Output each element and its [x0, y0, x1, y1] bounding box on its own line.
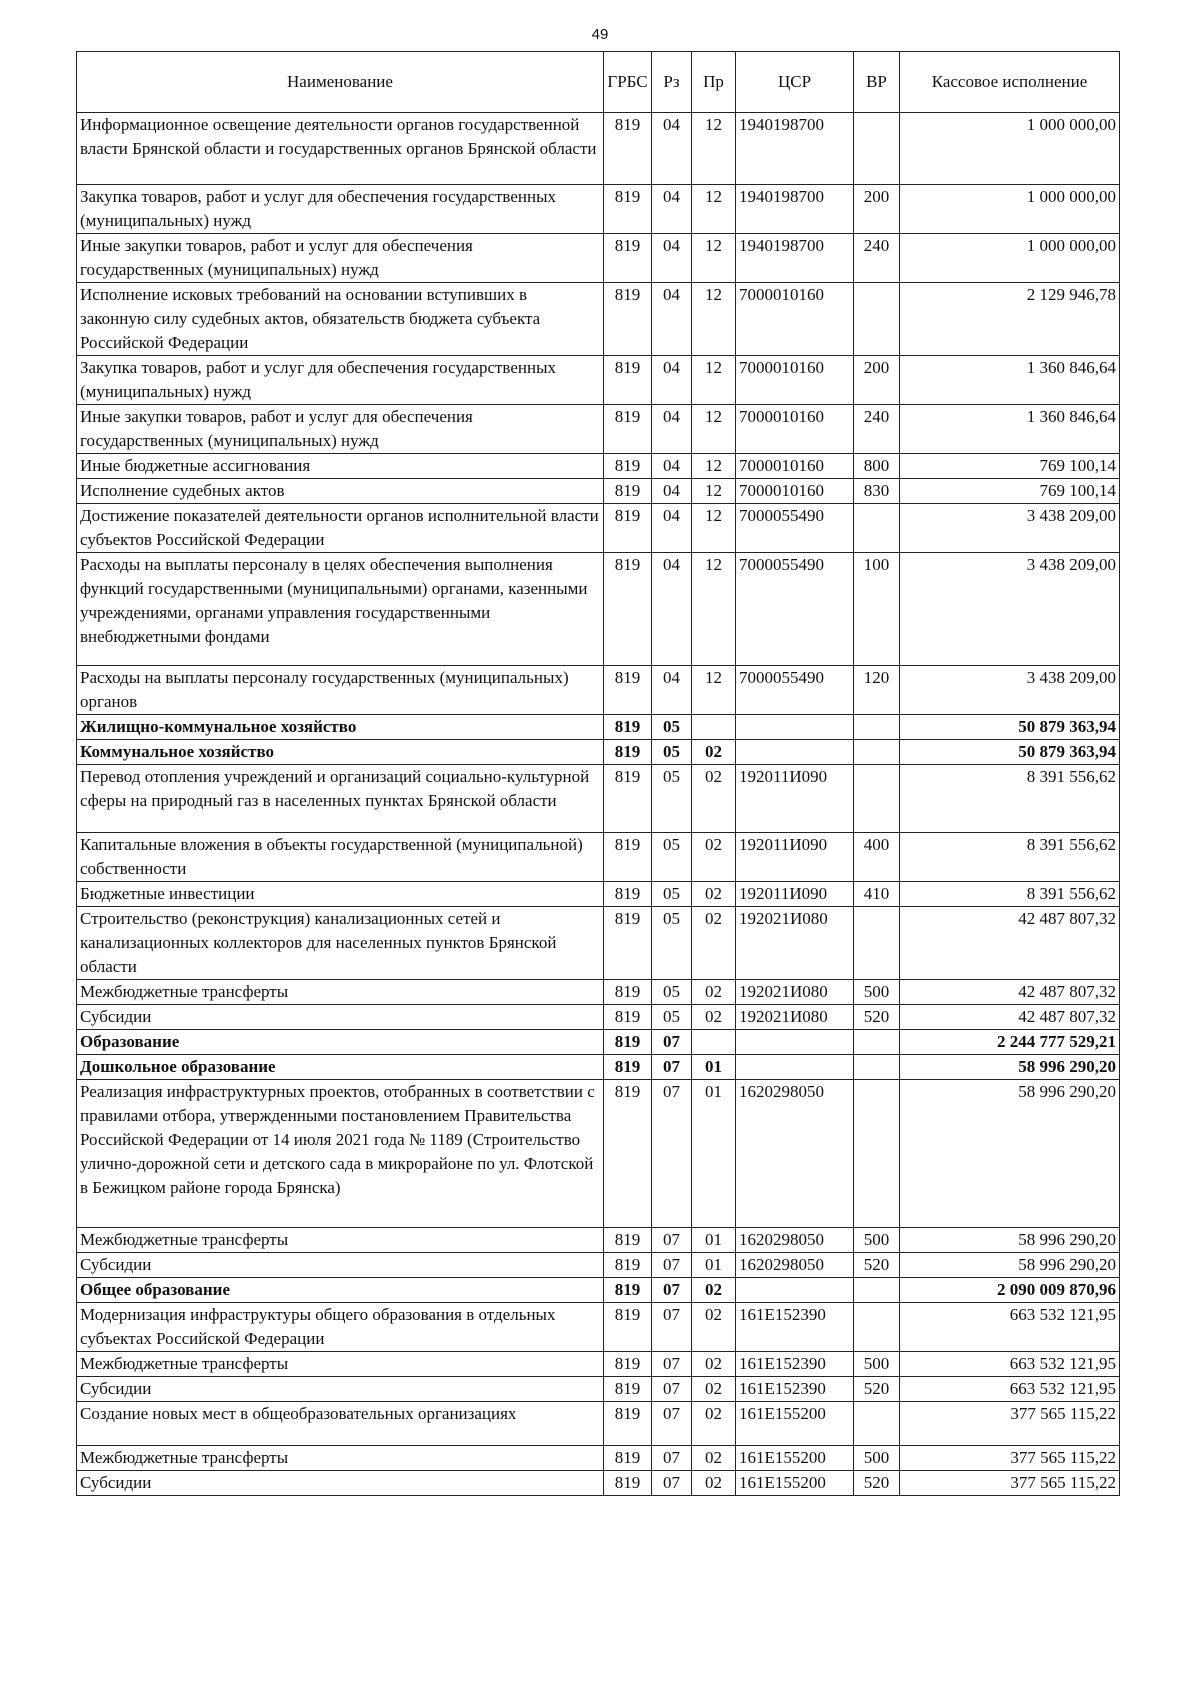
cell-grbs: 819: [604, 1303, 652, 1352]
cell-pr: 01: [692, 1228, 736, 1253]
cell-vr: [854, 504, 900, 553]
cell-vr: 410: [854, 882, 900, 907]
cell-csr: 1620298050: [736, 1080, 854, 1228]
cell-pr: 02: [692, 1377, 736, 1402]
cell-name: Капитальные вложения в объекты государственной (муниципальной) собственности: [77, 833, 604, 882]
cell-amount: 42 487 807,32: [900, 1005, 1120, 1030]
table-section-row: [77, 740, 1120, 765]
page-number: 49: [591, 26, 609, 43]
cell-rz: 05: [652, 1005, 692, 1030]
cell-csr: 1620298050: [736, 1228, 854, 1253]
cell-csr: 1940198700: [736, 185, 854, 234]
cell-rz: 04: [652, 234, 692, 283]
cell-rz: 07: [652, 1253, 692, 1278]
table-row: [77, 113, 1120, 185]
table-row: [77, 454, 1120, 479]
cell-name: Реализация инфраструктурных проектов, отобранных в соответствии с правилами отбора, утвержденными постановлением Правительства Российской Федерации от 14 июля 2021 года № 1189 (Строительство улично-дорожной сети и детского сада в микрорайоне по ул. Флотской в Бежицком районе города Брянска): [77, 1080, 604, 1228]
table-row: [77, 907, 1120, 980]
cell-amount: 663 532 121,95: [900, 1352, 1120, 1377]
cell-pr: 12: [692, 113, 736, 185]
cell-rz: 04: [652, 113, 692, 185]
header-amount: Кассовое исполнение: [900, 52, 1120, 113]
cell-name: Закупка товаров, работ и услуг для обеспечения государственных (муниципальных) нужд: [77, 185, 604, 234]
cell-grbs: 819: [604, 1402, 652, 1446]
cell-name: Иные закупки товаров, работ и услуг для обеспечения государственных (муниципальных) нужд: [77, 234, 604, 283]
cell-vr: [854, 907, 900, 980]
cell-csr: [736, 1278, 854, 1303]
table-row: [77, 234, 1120, 283]
cell-pr: 12: [692, 185, 736, 234]
cell-grbs: 819: [604, 1228, 652, 1253]
table-row: [77, 1471, 1120, 1496]
cell-vr: 520: [854, 1471, 900, 1496]
cell-name: Субсидии: [77, 1377, 604, 1402]
cell-csr: 192021И080: [736, 1005, 854, 1030]
cell-csr: [736, 715, 854, 740]
cell-pr: 01: [692, 1055, 736, 1080]
table-body: [77, 113, 1120, 1496]
table-row: [77, 185, 1120, 234]
cell-name: Исполнение судебных актов: [77, 479, 604, 504]
cell-rz: 04: [652, 479, 692, 504]
cell-name: Иные закупки товаров, работ и услуг для обеспечения государственных (муниципальных) нужд: [77, 405, 604, 454]
cell-grbs: 819: [604, 666, 652, 715]
cell-rz: 07: [652, 1402, 692, 1446]
cell-csr: 7000055490: [736, 553, 854, 666]
cell-vr: [854, 765, 900, 833]
cell-grbs: 819: [604, 1377, 652, 1402]
cell-pr: 02: [692, 1005, 736, 1030]
cell-csr: 161E152390: [736, 1377, 854, 1402]
cell-amount: 58 996 290,20: [900, 1228, 1120, 1253]
cell-csr: 7000010160: [736, 454, 854, 479]
cell-name: Создание новых мест в общеобразовательных организациях: [77, 1402, 604, 1446]
cell-pr: 02: [692, 833, 736, 882]
header-rz: Рз: [652, 52, 692, 113]
cell-csr: 161E155200: [736, 1471, 854, 1496]
cell-grbs: 819: [604, 1253, 652, 1278]
cell-pr: 01: [692, 1253, 736, 1278]
cell-csr: 161E152390: [736, 1352, 854, 1377]
cell-csr: 1940198700: [736, 234, 854, 283]
cell-rz: 07: [652, 1278, 692, 1303]
cell-vr: 100: [854, 553, 900, 666]
cell-rz: 07: [652, 1080, 692, 1228]
table-row: [77, 882, 1120, 907]
cell-pr: 02: [692, 765, 736, 833]
cell-name: Информационное освещение деятельности органов государственной власти Брянской области и государственных органов Брянской области: [77, 113, 604, 185]
cell-vr: 800: [854, 454, 900, 479]
cell-vr: 200: [854, 185, 900, 234]
cell-name: Исполнение исковых требований на основании вступивших в законную силу судебных актов, обязательств бюджета субъекта Российской Федерации: [77, 283, 604, 356]
cell-name: Коммунальное хозяйство: [77, 740, 604, 765]
table-row: [77, 666, 1120, 715]
table-row: [77, 504, 1120, 553]
cell-name: Закупка товаров, работ и услуг для обеспечения государственных (муниципальных) нужд: [77, 356, 604, 405]
table-row: [77, 1080, 1120, 1228]
cell-name: Субсидии: [77, 1253, 604, 1278]
cell-amount: 3 438 209,00: [900, 666, 1120, 715]
cell-pr: 12: [692, 454, 736, 479]
cell-csr: [736, 1030, 854, 1055]
table-row: [77, 1446, 1120, 1471]
cell-vr: 200: [854, 356, 900, 405]
cell-vr: [854, 715, 900, 740]
cell-vr: 500: [854, 980, 900, 1005]
header-grbs: ГРБС: [604, 52, 652, 113]
cell-csr: 161E152390: [736, 1303, 854, 1352]
cell-rz: 07: [652, 1377, 692, 1402]
cell-pr: 12: [692, 666, 736, 715]
cell-pr: 02: [692, 907, 736, 980]
cell-amount: 58 996 290,20: [900, 1080, 1120, 1228]
cell-name: Межбюджетные трансферты: [77, 1352, 604, 1377]
cell-amount: 58 996 290,20: [900, 1055, 1120, 1080]
cell-pr: 12: [692, 283, 736, 356]
table-section-row: [77, 1030, 1120, 1055]
cell-pr: 02: [692, 1471, 736, 1496]
table-row: [77, 1005, 1120, 1030]
cell-amount: 8 391 556,62: [900, 882, 1120, 907]
table-row: [77, 1303, 1120, 1352]
cell-grbs: 819: [604, 283, 652, 356]
cell-name: Межбюджетные трансферты: [77, 1446, 604, 1471]
cell-grbs: 819: [604, 882, 652, 907]
cell-grbs: 819: [604, 504, 652, 553]
table-section-row: [77, 1278, 1120, 1303]
cell-rz: 04: [652, 356, 692, 405]
cell-grbs: 819: [604, 1471, 652, 1496]
table-row: [77, 356, 1120, 405]
cell-csr: 7000010160: [736, 405, 854, 454]
cell-grbs: 819: [604, 234, 652, 283]
cell-amount: 3 438 209,00: [900, 553, 1120, 666]
cell-grbs: 819: [604, 1055, 652, 1080]
cell-rz: 07: [652, 1471, 692, 1496]
cell-vr: [854, 1030, 900, 1055]
cell-csr: 192021И080: [736, 907, 854, 980]
cell-amount: 377 565 115,22: [900, 1471, 1120, 1496]
table-row: [77, 1253, 1120, 1278]
cell-amount: 50 879 363,94: [900, 715, 1120, 740]
cell-pr: 02: [692, 882, 736, 907]
cell-rz: 04: [652, 283, 692, 356]
cell-rz: 05: [652, 715, 692, 740]
cell-name: Перевод отопления учреждений и организаций социально-культурной сферы на природный газ в населенных пунктах Брянской области: [77, 765, 604, 833]
cell-name: Иные бюджетные ассигнования: [77, 454, 604, 479]
table-row: [77, 1228, 1120, 1253]
cell-grbs: 819: [604, 1030, 652, 1055]
cell-amount: 42 487 807,32: [900, 907, 1120, 980]
cell-vr: [854, 1278, 900, 1303]
cell-amount: 2 129 946,78: [900, 283, 1120, 356]
cell-amount: 50 879 363,94: [900, 740, 1120, 765]
cell-name: Достижение показателей деятельности органов исполнительной власти субъектов Российской Федерации: [77, 504, 604, 553]
cell-grbs: 819: [604, 405, 652, 454]
table-section-row: [77, 715, 1120, 740]
cell-pr: 02: [692, 1352, 736, 1377]
cell-csr: 7000055490: [736, 504, 854, 553]
cell-name: Субсидии: [77, 1005, 604, 1030]
cell-name: Жилищно-коммунальное хозяйство: [77, 715, 604, 740]
cell-rz: 07: [652, 1055, 692, 1080]
table-row: [77, 553, 1120, 666]
cell-rz: 05: [652, 882, 692, 907]
cell-name: Межбюджетные трансферты: [77, 980, 604, 1005]
cell-pr: 02: [692, 1303, 736, 1352]
cell-amount: 8 391 556,62: [900, 765, 1120, 833]
cell-vr: 120: [854, 666, 900, 715]
cell-grbs: 819: [604, 980, 652, 1005]
cell-grbs: 819: [604, 833, 652, 882]
cell-csr: 161E155200: [736, 1402, 854, 1446]
cell-vr: 240: [854, 234, 900, 283]
cell-grbs: 819: [604, 740, 652, 765]
cell-vr: 830: [854, 479, 900, 504]
cell-name: Расходы на выплаты персоналу в целях обеспечения выполнения функций государственными (муниципальными) органами, казенными учреждениями, органами управления государственными внебюджетными фондами: [77, 553, 604, 666]
cell-grbs: 819: [604, 1352, 652, 1377]
cell-amount: 2 244 777 529,21: [900, 1030, 1120, 1055]
cell-rz: 07: [652, 1303, 692, 1352]
cell-pr: [692, 715, 736, 740]
cell-grbs: 819: [604, 356, 652, 405]
cell-grbs: 819: [604, 185, 652, 234]
header-csr: ЦСР: [736, 52, 854, 113]
table-section-row: [77, 1055, 1120, 1080]
cell-grbs: 819: [604, 1005, 652, 1030]
cell-grbs: 819: [604, 553, 652, 666]
cell-amount: 1 360 846,64: [900, 356, 1120, 405]
cell-amount: 377 565 115,22: [900, 1446, 1120, 1471]
cell-rz: 04: [652, 553, 692, 666]
cell-csr: 161E155200: [736, 1446, 854, 1471]
cell-vr: [854, 113, 900, 185]
cell-rz: 04: [652, 504, 692, 553]
cell-vr: 500: [854, 1446, 900, 1471]
cell-rz: 05: [652, 833, 692, 882]
cell-grbs: 819: [604, 715, 652, 740]
cell-csr: 192011И090: [736, 765, 854, 833]
cell-rz: 07: [652, 1030, 692, 1055]
cell-pr: 02: [692, 1446, 736, 1471]
cell-csr: 192021И080: [736, 980, 854, 1005]
cell-amount: 769 100,14: [900, 479, 1120, 504]
cell-vr: [854, 1055, 900, 1080]
cell-pr: 02: [692, 1402, 736, 1446]
cell-csr: 1940198700: [736, 113, 854, 185]
cell-rz: 05: [652, 765, 692, 833]
cell-name: Дошкольное образование: [77, 1055, 604, 1080]
table-header-row: [77, 52, 1120, 113]
cell-rz: 07: [652, 1228, 692, 1253]
cell-pr: 12: [692, 479, 736, 504]
cell-rz: 04: [652, 185, 692, 234]
table-row: [77, 1402, 1120, 1446]
cell-grbs: 819: [604, 479, 652, 504]
cell-rz: 04: [652, 666, 692, 715]
cell-amount: 663 532 121,95: [900, 1303, 1120, 1352]
cell-vr: 520: [854, 1005, 900, 1030]
cell-amount: 58 996 290,20: [900, 1253, 1120, 1278]
cell-csr: [736, 1055, 854, 1080]
cell-name: Строительство (реконструкция) канализационных сетей и канализационных коллекторов для населенных пунктов Брянской области: [77, 907, 604, 980]
table-row: [77, 479, 1120, 504]
cell-vr: 400: [854, 833, 900, 882]
cell-amount: 1 000 000,00: [900, 234, 1120, 283]
cell-grbs: 819: [604, 113, 652, 185]
cell-amount: 1 360 846,64: [900, 405, 1120, 454]
cell-csr: [736, 740, 854, 765]
cell-vr: 500: [854, 1228, 900, 1253]
cell-csr: 7000010160: [736, 479, 854, 504]
cell-name: Субсидии: [77, 1471, 604, 1496]
table-row: [77, 1352, 1120, 1377]
cell-csr: 1620298050: [736, 1253, 854, 1278]
cell-amount: 8 391 556,62: [900, 833, 1120, 882]
cell-rz: 07: [652, 1446, 692, 1471]
cell-csr: 7000010160: [736, 283, 854, 356]
cell-rz: 05: [652, 980, 692, 1005]
cell-name: Расходы на выплаты персоналу государственных (муниципальных) органов: [77, 666, 604, 715]
cell-name: Межбюджетные трансферты: [77, 1228, 604, 1253]
cell-vr: [854, 283, 900, 356]
cell-pr: 02: [692, 980, 736, 1005]
table-row: [77, 833, 1120, 882]
cell-grbs: 819: [604, 765, 652, 833]
header-pr: Пр: [692, 52, 736, 113]
cell-grbs: 819: [604, 1080, 652, 1228]
table-row: [77, 765, 1120, 833]
cell-grbs: 819: [604, 1446, 652, 1471]
cell-amount: 1 000 000,00: [900, 185, 1120, 234]
cell-rz: 05: [652, 907, 692, 980]
cell-rz: 04: [652, 454, 692, 479]
cell-amount: 2 090 009 870,96: [900, 1278, 1120, 1303]
cell-csr: 7000010160: [736, 356, 854, 405]
budget-execution-table: [76, 51, 1120, 1496]
cell-amount: 1 000 000,00: [900, 113, 1120, 185]
cell-vr: 520: [854, 1377, 900, 1402]
cell-vr: 520: [854, 1253, 900, 1278]
table-row: [77, 405, 1120, 454]
cell-pr: 01: [692, 1080, 736, 1228]
cell-pr: 12: [692, 504, 736, 553]
cell-name: Бюджетные инвестиции: [77, 882, 604, 907]
cell-amount: 663 532 121,95: [900, 1377, 1120, 1402]
cell-csr: 7000055490: [736, 666, 854, 715]
cell-pr: 02: [692, 1278, 736, 1303]
cell-vr: [854, 1402, 900, 1446]
cell-name: Модернизация инфраструктуры общего образования в отдельных субъектах Российской Федерации: [77, 1303, 604, 1352]
cell-amount: 3 438 209,00: [900, 504, 1120, 553]
cell-pr: 12: [692, 405, 736, 454]
cell-rz: 07: [652, 1352, 692, 1377]
cell-pr: [692, 1030, 736, 1055]
cell-pr: 12: [692, 553, 736, 666]
cell-csr: 192011И090: [736, 833, 854, 882]
cell-amount: 377 565 115,22: [900, 1402, 1120, 1446]
cell-grbs: 819: [604, 907, 652, 980]
cell-pr: 02: [692, 740, 736, 765]
table-row: [77, 980, 1120, 1005]
cell-grbs: 819: [604, 1278, 652, 1303]
table-row: [77, 283, 1120, 356]
cell-name: Образование: [77, 1030, 604, 1055]
header-vr: ВР: [854, 52, 900, 113]
cell-pr: 12: [692, 356, 736, 405]
table-row: [77, 1377, 1120, 1402]
cell-amount: 42 487 807,32: [900, 980, 1120, 1005]
cell-vr: [854, 1303, 900, 1352]
cell-grbs: 819: [604, 454, 652, 479]
header-name: Наименование: [77, 52, 604, 113]
cell-csr: 192011И090: [736, 882, 854, 907]
cell-pr: 12: [692, 234, 736, 283]
cell-name: Общее образование: [77, 1278, 604, 1303]
cell-vr: 240: [854, 405, 900, 454]
cell-rz: 04: [652, 405, 692, 454]
cell-vr: [854, 1080, 900, 1228]
cell-rz: 05: [652, 740, 692, 765]
cell-amount: 769 100,14: [900, 454, 1120, 479]
cell-vr: 500: [854, 1352, 900, 1377]
cell-vr: [854, 740, 900, 765]
